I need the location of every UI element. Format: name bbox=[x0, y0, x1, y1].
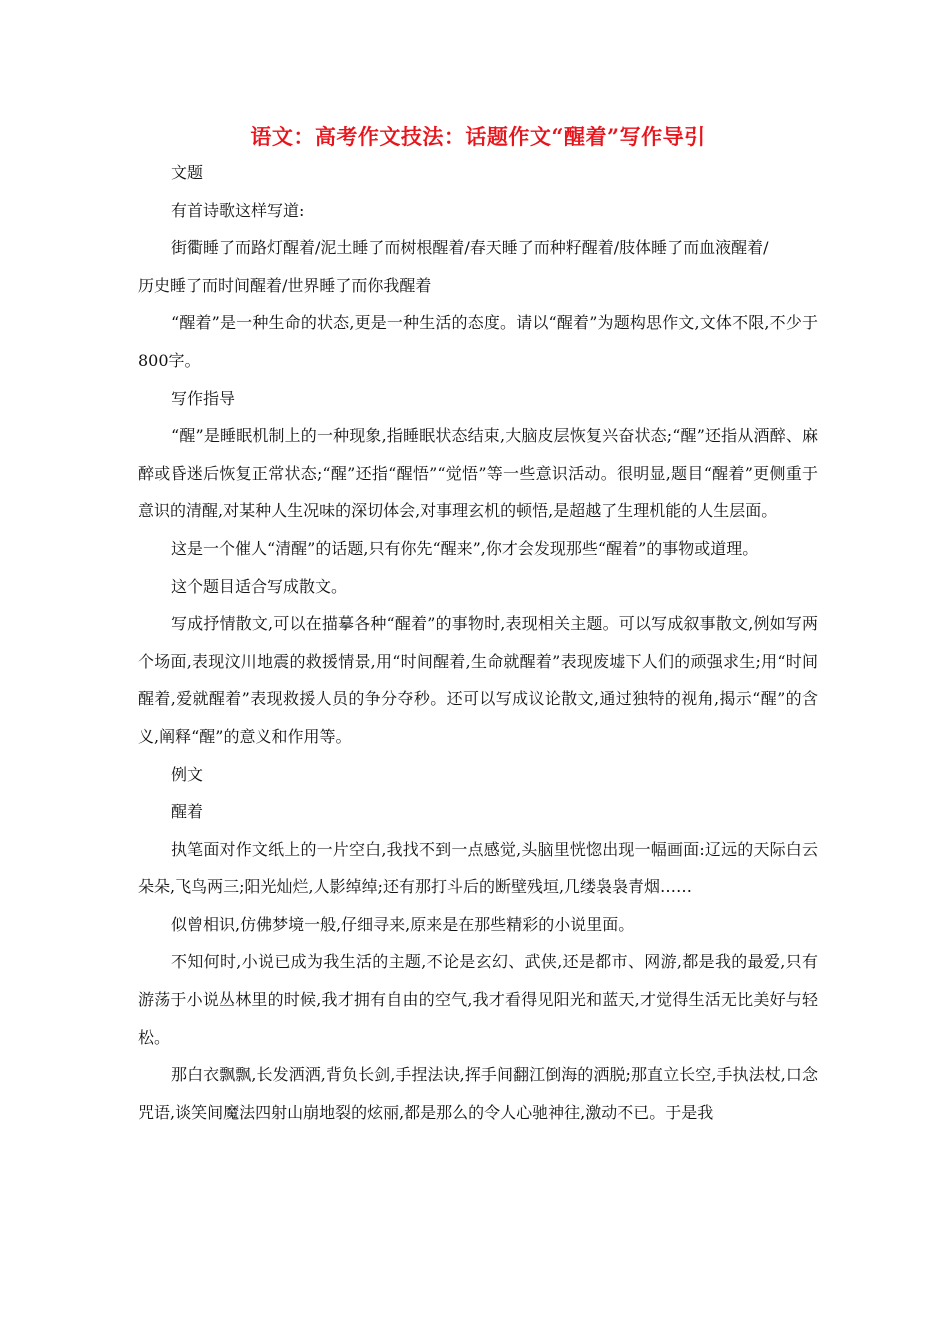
poem-line: 历史睡了而时间醒着/世界睡了而你我醒着 bbox=[138, 275, 432, 295]
example-title: 醒着 bbox=[171, 802, 204, 822]
paragraph: 这个题目适合写成散文。 bbox=[171, 576, 348, 596]
document-page bbox=[138, 118, 818, 1131]
paragraph: 执笔面对作文纸上的一片空白,我找不到一点感觉,头脑里恍惚出现一幅画面:辽远的天际白云朵朵,飞鸟两三;阳光灿烂,人影绰绰;还有那打斗后的断壁残垣,几缕袅袅青烟…… bbox=[138, 839, 818, 897]
poem-line: 街衢睡了而路灯醒着/泥土睡了而树根醒着/春天睡了而种籽醒着/肢体睡了而血液醒着/ bbox=[171, 238, 769, 258]
paragraph: “醒着”是一种生命的状态,更是一种生活的态度。请以“醒着”为题构思作文,文体不限,不少于800字。 bbox=[138, 313, 818, 370]
paragraph: 那白衣飘飘,长发洒洒,背负长剑,手捏法诀,挥手间翻江倒海的洒脱;那直立长空,手执法杖,口念咒语,谈笑间魔法四射山崩地裂的炫丽,都是那么的令人心驰神往,激动不已。于是我 bbox=[138, 1065, 818, 1122]
document-title: 语文：高考作文技法：话题作文“醒着”写作导引 bbox=[250, 124, 706, 149]
section-heading-topic: 文题 bbox=[171, 163, 204, 182]
paragraph: 似曾相识,仿佛梦境一般,仔细寻来,原来是在那些精彩的小说里面。 bbox=[171, 914, 635, 934]
section-heading-example: 例文 bbox=[171, 764, 204, 784]
section-heading-guidance: 写作指导 bbox=[171, 388, 236, 408]
paragraph: 不知何时,小说已成为我生活的主题,不论是玄幻、武侠,还是都市、网游,都是我的最爱,只有游荡于小说丛林里的时候,我才拥有自由的空气,我才看得见阳光和蓝天,才觉得生活无比美好与轻松。 bbox=[138, 952, 818, 1047]
paragraph: 写成抒情散文,可以在描摹各种“醒着”的事物时,表现相关主题。可以写成叙事散文,例如写两个场面,表现汶川地震的救援情景,用“时间醒着,生命就醒着”表现废墟下人们的顽强求生;用“时间醒着,爱就醒着”表现救援人员的争分夺秒。还可以写成议论散文,通过独特的视角,揭示“醒”的含义,阐释“醒”的意义和作用等。 bbox=[138, 614, 818, 746]
paragraph: 这是一个催人“清醒”的话题,只有你先“醒来”,你才会发现那些“醒着”的事物或道理。 bbox=[171, 538, 759, 558]
paragraph: 有首诗歌这样写道: bbox=[171, 200, 305, 220]
paragraph: “醒”是睡眠机制上的一种现象,指睡眠状态结束,大脑皮层恢复兴奋状态;“醒”还指从酒醉、麻醉或昏迷后恢复正常状态;“醒”还指“醒悟”“觉悟”等一些意识活动。很明显,题目“醒着”更侧重于意识的清醒,对某种人生况味的深切体会,对事理玄机的顿悟,是超越了生理机能的人生层面。 bbox=[138, 426, 818, 521]
